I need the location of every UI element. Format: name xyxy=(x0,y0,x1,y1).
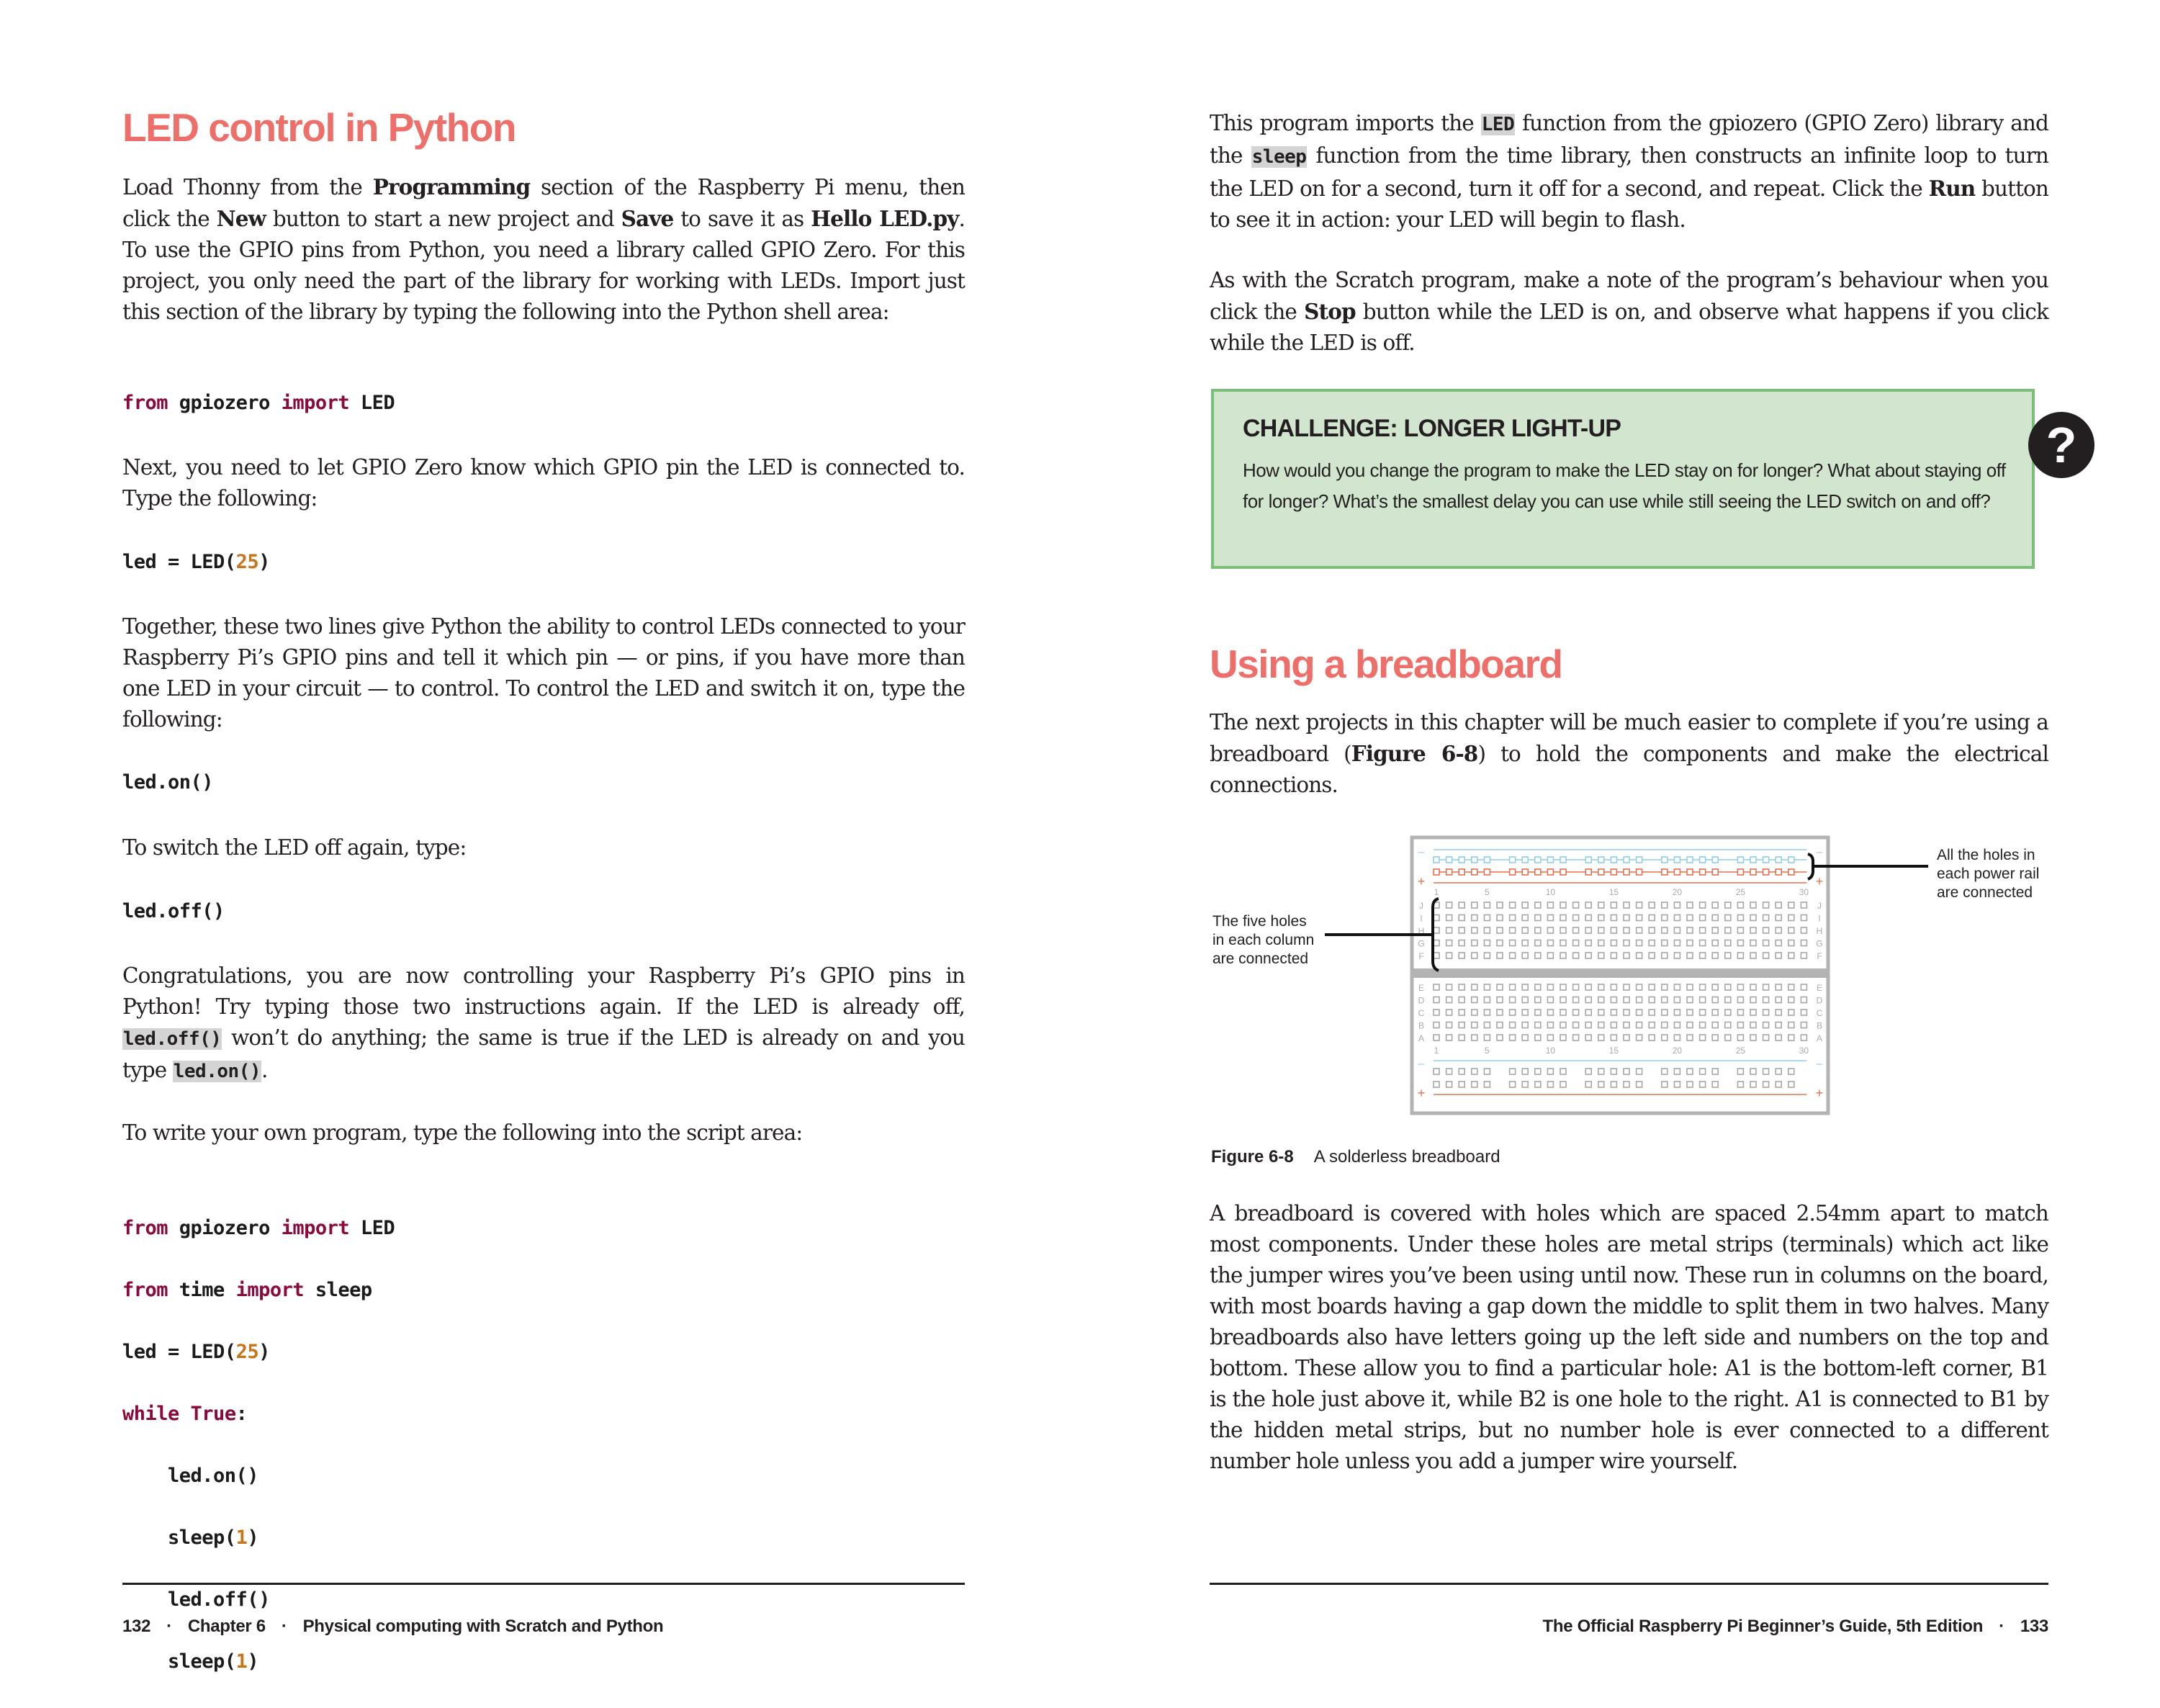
svg-text:H: H xyxy=(1418,926,1425,936)
svg-text:+: + xyxy=(1815,1086,1824,1100)
svg-text:15: 15 xyxy=(1608,887,1619,897)
callout-line: The five holes xyxy=(1212,913,1307,930)
breadboard-center-gap xyxy=(1412,968,1828,978)
paragraph-scratch-behaviour xyxy=(1210,265,2048,359)
svg-text:–: – xyxy=(1418,1058,1425,1070)
inline-code: sleep xyxy=(1251,146,1307,168)
svg-text:F: F xyxy=(1418,951,1424,961)
paragraph-switch-off: To switch the LED off again, type: xyxy=(122,835,467,860)
svg-text:25: 25 xyxy=(1735,1046,1746,1056)
callout-line: All the holes in xyxy=(1937,847,2035,863)
svg-text:30: 30 xyxy=(1799,1046,1809,1056)
menu-name-programming: Programming xyxy=(372,174,531,199)
keyword: import xyxy=(235,1279,305,1301)
svg-text:J: J xyxy=(1419,901,1423,911)
code-text: : xyxy=(235,1403,248,1425)
number-literal: 1 xyxy=(235,1527,248,1549)
page-number: 133 xyxy=(2020,1617,2048,1636)
svg-text:D: D xyxy=(1816,995,1823,1006)
text: button to see it in action: your LED will begin to flash. xyxy=(1210,176,2048,232)
breadboard-diagram xyxy=(1325,828,1958,1123)
code-text: ) xyxy=(258,551,270,573)
code-text: sleep xyxy=(304,1279,372,1301)
paragraph-gpio-pin: Next, you need to let GPIO Zero know which GPIO pin the LED is connected to. Type the following: xyxy=(122,455,965,511)
svg-text:C: C xyxy=(1418,1008,1425,1018)
code-text xyxy=(179,1403,191,1425)
text: function from the time library, then constructs an infinite loop to turn the LED on for a second, turn it off for a second, and repeat. Click the xyxy=(1210,143,2048,201)
keyword: True xyxy=(190,1403,236,1425)
challenge-title: CHALLENGE: LONGER LIGHT-UP xyxy=(1243,415,1621,442)
footer-left xyxy=(122,1616,663,1637)
footer-right xyxy=(1543,1616,2048,1637)
code-text: ) xyxy=(247,1650,259,1673)
question-mark-icon: ? xyxy=(2028,412,2094,478)
paragraph-breadboard-intro xyxy=(1210,707,2048,801)
challenge-text: How would you change the program to make the LED stay on for longer? What about staying off for longer? What’s the smallest delay you can use while still seeing the LED switch on and off? xyxy=(1243,459,2006,512)
chapter-title: Physical computing with Scratch and Python xyxy=(302,1617,664,1636)
code-text: led = LED( xyxy=(122,551,236,573)
figure-caption-text: A solderless breadboard xyxy=(1313,1147,1500,1167)
code-text: gpiozero xyxy=(168,392,282,414)
keyword: import xyxy=(281,392,350,414)
code-text: time xyxy=(168,1279,236,1301)
figure-caption xyxy=(1211,1147,1500,1167)
svg-text:20: 20 xyxy=(1672,887,1683,897)
text: button to start a new project and xyxy=(266,207,621,231)
text: As with the Scratch program, make a note of the program’s behaviour when you click the xyxy=(1210,268,2048,324)
svg-text:30: 30 xyxy=(1799,887,1809,897)
separator: · xyxy=(281,1617,287,1636)
chapter-label: Chapter 6 xyxy=(187,1617,266,1636)
section-heading-breadboard: Using a breadboard xyxy=(1210,642,1562,686)
footer-rule xyxy=(122,1583,965,1585)
paragraph-program-imports xyxy=(1210,108,2048,235)
inline-code: led.off() xyxy=(123,1028,222,1050)
svg-text:B: B xyxy=(1816,1020,1823,1031)
intro-paragraph xyxy=(122,171,965,328)
svg-text:E: E xyxy=(1418,983,1425,993)
number-literal: 25 xyxy=(235,551,259,573)
svg-text:G: G xyxy=(1816,938,1823,949)
footer-rule xyxy=(1210,1583,2048,1585)
figure-label: Figure 6-8 xyxy=(1211,1147,1294,1167)
paragraph-write-program: To write your own program, type the following into the script area: xyxy=(122,1120,803,1145)
keyword: import xyxy=(281,1217,350,1239)
keyword: from xyxy=(122,1279,168,1301)
text: button while the LED is on, and observe what happens if you click while the LED is off. xyxy=(1210,300,2048,355)
svg-text:E: E xyxy=(1816,983,1823,993)
paragraph-breadboard-details: A breadboard is covered with holes which are spaced 2.54mm apart to match most components. Under these holes are metal strips (terminals) which act like the jumper wires you’ve been using until now. These run in columns on the board, with most boards having a gap down the middle to split them in two halves. Many breadboards also have letters going up the left side and numbers on the top and bottom. These allow you to find a particular hole: A1 is the bottom-left corner, B1 is the hole just above it, while B2 is one hole to the right. A1 is connected to B1 by the hidden metal strips, but no number hole is ever connected to a different number hole unless you add a jumper wire yourself. xyxy=(1210,1201,2048,1473)
code-line xyxy=(122,1398,965,1429)
code-text: ) xyxy=(247,1527,259,1549)
text: This program imports the xyxy=(1210,111,1481,135)
callout-line: are connected xyxy=(1937,884,2033,901)
callout-line: each power rail xyxy=(1937,866,2040,882)
callout-line: are connected xyxy=(1212,950,1309,967)
text: section of the Raspberry Pi menu, then click the xyxy=(122,175,965,231)
section-heading-led-control: LED control in Python xyxy=(122,105,516,150)
svg-text:C: C xyxy=(1816,1008,1823,1018)
callout-line: in each column xyxy=(1212,932,1315,948)
button-name-stop: Stop xyxy=(1304,299,1356,324)
number-literal: 25 xyxy=(235,1341,259,1363)
svg-text:J: J xyxy=(1817,901,1822,911)
svg-text:10: 10 xyxy=(1545,1046,1556,1056)
svg-text:10: 10 xyxy=(1545,887,1556,897)
svg-text:I: I xyxy=(1420,913,1423,924)
text: . To use the GPIO pins from Python, you need a library called GPIO Zero. For this project, you only need the part of the library for working with LEDs. Import just this section of the library by typing the following into the Python shell area: xyxy=(122,207,966,324)
separator: · xyxy=(1999,1617,2004,1636)
book-title: The Official Raspberry Pi Beginner’s Guide, 5th Edition xyxy=(1542,1617,1984,1636)
text: The next projects in this chapter will be much easier to complete if you’re using a breadboard ( xyxy=(1210,710,2048,766)
text: ) to hold the components and make the electrical connections. xyxy=(1210,742,2048,797)
paragraph-together: Together, these two lines give Python the ability to control LEDs connected to your Raspberry Pi’s GPIO pins and tell it which pin — or pins, if you have more than one LED in your circuit — to control. To control the LED and switch it on, type the following: xyxy=(122,614,965,732)
code-led-assign xyxy=(122,547,965,577)
filename: Hello LED.py xyxy=(811,206,959,231)
code-text: LED xyxy=(349,392,395,414)
page-number: 132 xyxy=(122,1617,151,1636)
code-line xyxy=(122,1213,965,1244)
text: Congratulations, you are now controlling your Raspberry Pi’s GPIO pins in Python! Try typing those two instructions again. If the LED is already off, xyxy=(122,963,965,1019)
svg-text:I: I xyxy=(1818,913,1821,924)
separator: · xyxy=(166,1617,172,1636)
code-text: led = LED( xyxy=(122,1341,236,1363)
code-text: LED xyxy=(349,1217,395,1239)
code-line xyxy=(122,1336,965,1367)
text: function from the gpiozero (GPIO Zero) library and the xyxy=(1210,111,2048,168)
svg-text:–: – xyxy=(1816,1058,1823,1070)
svg-text:+: + xyxy=(1417,1086,1426,1100)
code-led-off: led.off() xyxy=(122,900,225,922)
text: Load Thonny from the xyxy=(122,175,373,199)
code-line: led.on() xyxy=(122,1465,259,1487)
svg-text:15: 15 xyxy=(1608,1046,1619,1056)
challenge-box xyxy=(1211,389,2035,569)
svg-text:1: 1 xyxy=(1434,1046,1439,1056)
code-line xyxy=(122,1522,965,1553)
button-name-run: Run xyxy=(1928,176,1976,201)
svg-text:F: F xyxy=(1817,951,1822,961)
svg-text:–: – xyxy=(1418,846,1425,858)
svg-text:5: 5 xyxy=(1485,1046,1490,1056)
button-name-new: New xyxy=(216,206,266,231)
inline-code: led.on() xyxy=(173,1061,261,1082)
svg-text:25: 25 xyxy=(1735,887,1746,897)
code-text: sleep( xyxy=(122,1527,236,1549)
code-text: gpiozero xyxy=(168,1217,282,1239)
svg-text:H: H xyxy=(1816,926,1823,936)
text: . xyxy=(261,1058,268,1082)
code-led-on: led.on() xyxy=(122,771,214,794)
keyword: while xyxy=(122,1403,179,1425)
svg-text:1: 1 xyxy=(1434,887,1439,897)
text: to save it as xyxy=(673,207,811,231)
keyword: from xyxy=(122,392,168,414)
svg-text:+: + xyxy=(1815,874,1824,889)
svg-text:A: A xyxy=(1816,1033,1823,1043)
svg-text:D: D xyxy=(1418,995,1425,1006)
code-text: sleep( xyxy=(122,1650,236,1673)
svg-text:B: B xyxy=(1418,1020,1425,1031)
inline-code: LED xyxy=(1481,114,1515,135)
code-text: ) xyxy=(258,1341,270,1363)
svg-text:A: A xyxy=(1418,1033,1425,1043)
svg-text:5: 5 xyxy=(1485,887,1490,897)
svg-text:+: + xyxy=(1417,874,1426,889)
code-line xyxy=(122,1646,965,1677)
keyword: from xyxy=(122,1217,168,1239)
code-line: led.off() xyxy=(122,1588,270,1611)
svg-text:G: G xyxy=(1418,938,1425,949)
text: won’t do anything; the same is true if the LED is already on and you type xyxy=(122,1025,965,1082)
callout-left xyxy=(1212,912,1314,968)
svg-text:20: 20 xyxy=(1672,1046,1683,1056)
svg-text:–: – xyxy=(1816,846,1823,858)
code-line xyxy=(122,1275,965,1305)
number-literal: 1 xyxy=(235,1650,248,1673)
code-import-led xyxy=(122,387,965,418)
button-name-save: Save xyxy=(621,206,674,231)
paragraph-congratulations xyxy=(122,961,965,1087)
figure-reference: Figure 6-8 xyxy=(1351,741,1478,766)
